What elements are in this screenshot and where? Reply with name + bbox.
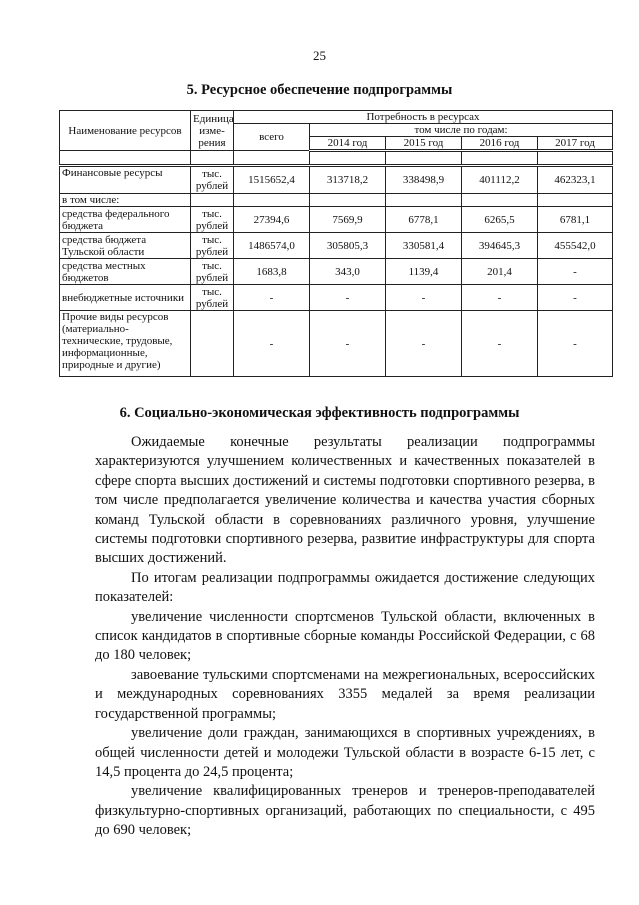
row-unit: тыс. рублей	[191, 166, 234, 194]
row-total: 1515652,4	[234, 166, 310, 194]
paragraph: увеличение квалифицированных тренеров и тренеров-преподавателей физкультурно-спортивных организаций, работающих по специальности, с 495 до 690 человек;	[95, 783, 595, 839]
row-2016: 201,4	[462, 259, 538, 285]
resource-table	[59, 110, 613, 377]
header-resource-name: Наименование ресурсов	[60, 111, 191, 151]
row-name: средства федерального бюджета	[60, 207, 191, 233]
header-year-2017: 2017 год	[538, 137, 613, 151]
header-year-2016: 2016 год	[462, 137, 538, 151]
section-title-resources: 5. Ресурсное обеспечение подпрограммы	[186, 82, 453, 98]
row-2014: 313718,2	[310, 166, 386, 194]
row-name: Прочие виды ресурсов (материально-технические, трудовые, информационные, природные и другие)	[60, 311, 191, 377]
row-2017: -	[538, 285, 613, 311]
row-2017: -	[538, 259, 613, 285]
row-unit: тыс. рублей	[191, 259, 234, 285]
header-year-2015: 2015 год	[386, 137, 462, 151]
row-2017: 455542,0	[538, 233, 613, 259]
row-name: средства бюджета Тульской области	[60, 233, 191, 259]
row-total: 1683,8	[234, 259, 310, 285]
row-2014: 343,0	[310, 259, 386, 285]
row-2016: 401112,2	[462, 166, 538, 194]
row-2015: -	[386, 311, 462, 377]
header-unit: Единица изме-рения	[191, 111, 234, 151]
col-number	[60, 151, 191, 166]
header-year-2014: 2014 год	[310, 137, 386, 151]
col-number	[462, 151, 538, 166]
row-total: -	[234, 285, 310, 311]
header-years-group: том числе по годам:	[310, 124, 613, 137]
row-name: средства местных бюджетов	[60, 259, 191, 285]
table-row	[60, 233, 613, 259]
section-title-efficiency: 6. Социально-экономическая эффективность подпрограммы	[119, 405, 520, 421]
header-total: всего	[234, 124, 310, 151]
row-name: Финансовые ресурсы	[60, 166, 191, 194]
row-2014: 305805,3	[310, 233, 386, 259]
row-2017: 462323,1	[538, 166, 613, 194]
paragraph: По итогам реализации подпрограммы ожидается достижение следующих показателей:	[95, 569, 595, 606]
table-row	[60, 194, 613, 207]
paragraph: завоевание тульскими спортсменами на межрегиональных, всероссийских и международных соревнованиях 3355 медалей за время реализации государственной программы;	[95, 666, 595, 722]
body-text	[95, 433, 595, 841]
paragraph: Ожидаемые конечные результаты реализации подпрограммы характеризуются улучшением количественных и качественных показателей в сфере спорта высших достижений и системы подготовки спортивного резерва, в том числе предполагается увеличение количества и качества участия сборных команд Тульской области в соревнованиях различного уровня, улучшение системы подготовки спортивного резерва, развитие инфраструктуры для спорта высших достижений.	[95, 434, 595, 567]
col-number	[191, 151, 234, 166]
row-name: внебюджетные источники	[60, 285, 191, 311]
header-need: Потребность в ресурсах	[234, 111, 613, 124]
row-2015: 330581,4	[386, 233, 462, 259]
col-number	[386, 151, 462, 166]
row-2015: 6778,1	[386, 207, 462, 233]
row-2015: 1139,4	[386, 259, 462, 285]
paragraph: увеличение численности спортсменов Тульской области, включенных в список кандидатов в спортивные сборные команды Российской Федерации, с 68 до 180 человек;	[95, 608, 595, 664]
row-unit: тыс. рублей	[191, 207, 234, 233]
row-2015: -	[386, 285, 462, 311]
table-row	[60, 166, 613, 194]
col-number	[538, 151, 613, 166]
column-number-row	[60, 151, 613, 166]
row-2016: -	[462, 311, 538, 377]
row-2015: 338498,9	[386, 166, 462, 194]
page-number: 25	[313, 48, 326, 63]
row-2016: 6265,5	[462, 207, 538, 233]
row-name: в том числе:	[60, 194, 191, 207]
table-row	[60, 259, 613, 285]
col-number	[310, 151, 386, 166]
row-2016: -	[462, 285, 538, 311]
row-2017: 6781,1	[538, 207, 613, 233]
row-2014: 7569,9	[310, 207, 386, 233]
paragraph: увеличение доли граждан, занимающихся в спортивных учреждениях, в общей численности детей и молодежи Тульской области в возрасте 6-15 лет, с 14,5 процента до 24,5 процента;	[95, 725, 595, 780]
col-number	[234, 151, 310, 166]
row-2014: -	[310, 311, 386, 377]
row-total: -	[234, 311, 310, 377]
row-total: 27394,6	[234, 207, 310, 233]
row-2016: 394645,3	[462, 233, 538, 259]
row-unit: тыс. рублей	[191, 285, 234, 311]
row-unit: тыс. рублей	[191, 233, 234, 259]
table-row	[60, 311, 613, 377]
table-row	[60, 285, 613, 311]
row-2017: -	[538, 311, 613, 377]
table-row	[60, 207, 613, 233]
row-2014: -	[310, 285, 386, 311]
row-total: 1486574,0	[234, 233, 310, 259]
row-unit	[191, 311, 234, 377]
